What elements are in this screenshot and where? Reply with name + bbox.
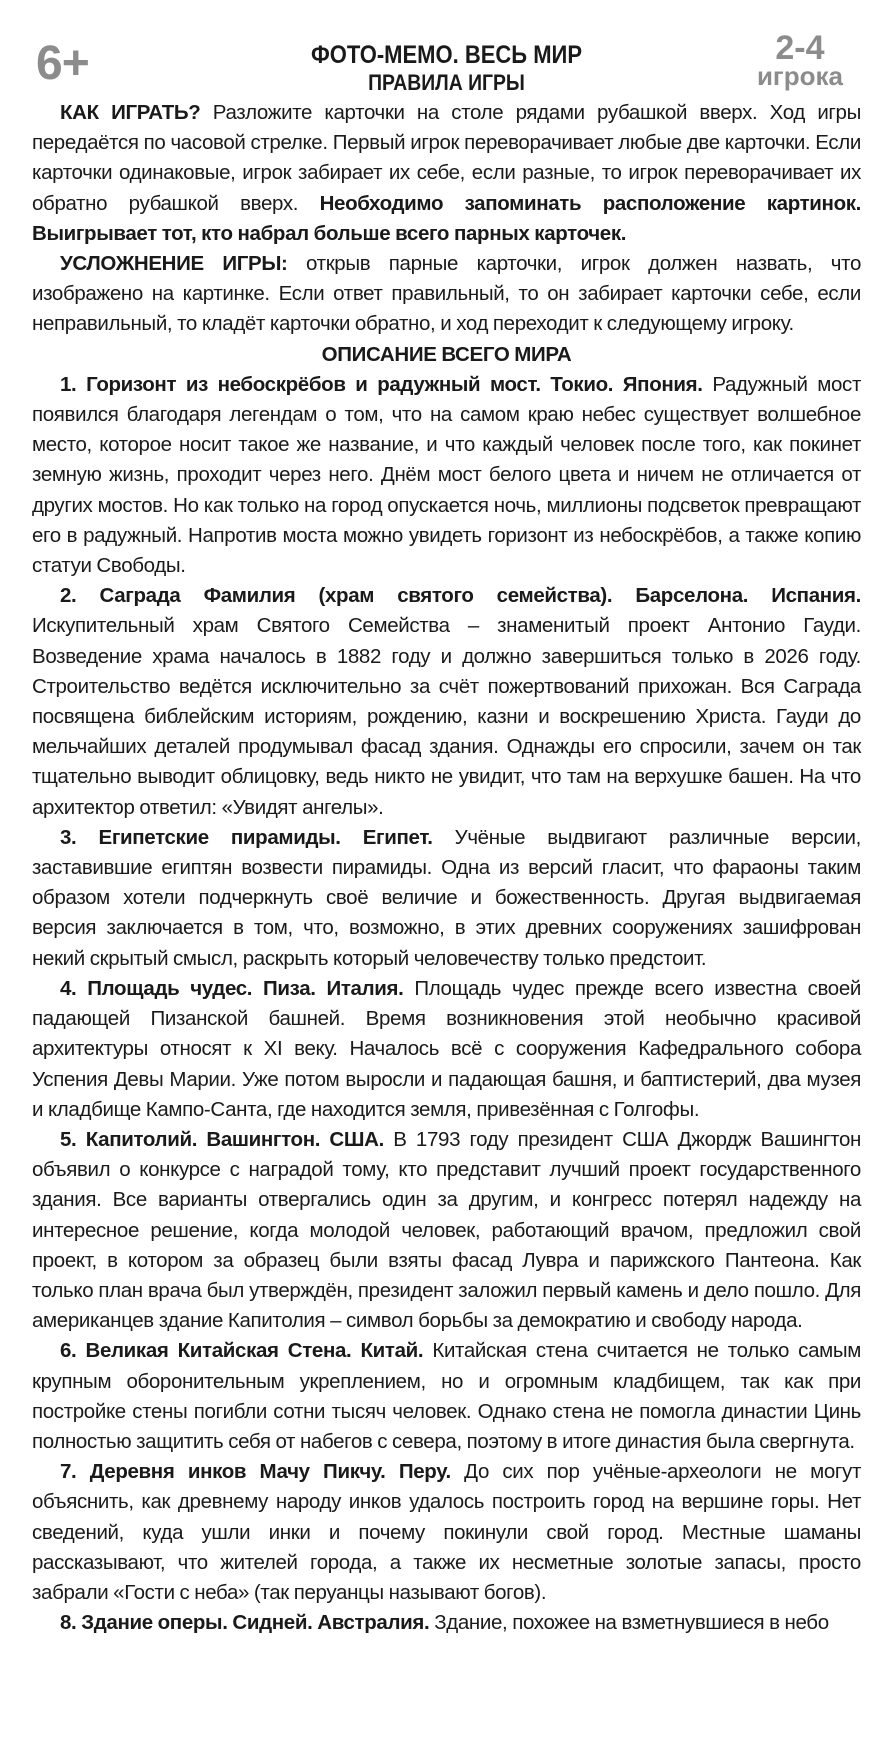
rules-paragraph-how-to-play	[32, 98, 861, 249]
players-label: игрока	[756, 61, 843, 92]
age-rating-badge: 6+	[36, 37, 89, 90]
description-text: Радужный мост появился благодаря легендам о том, что на самом краю небес существует волшебное место, которое носит такое же название, и что каждый человек после того, как покинет земную жизнь, проходит через него. Днём мост белого цвета и ничем не отличается от других мостов. Но как только на город опускается ночь, миллионы подсветок превращают его в радужный. Напротив моста можно увидеть горизонт из небоскрёбов, а также копию статуи Свободы.	[32, 372, 861, 578]
description-item	[32, 1608, 861, 1638]
description-item	[32, 974, 861, 1125]
players-count: 2-4	[775, 29, 825, 67]
description-lead: 5. Капитолий. Вашингтон. США.	[60, 1127, 384, 1151]
rules-text: Разложите карточки на столе рядами рубашкой вверх. Ход игры передаётся по часовой стрелке. Первый игрок переворачивает любые две карточки. Если карточки одинаковые, игрок забирает их себе, если разные, то игрок переворачивает их обратно рубашкой вверх.	[32, 101, 861, 215]
description-text: Учёные выдвигают различные версии, заставившие египтян возвести пирамиды. Одна из версий гласит, что фараоны таким образом хотели подчеркнуть своё величие и божественность. Другая выдвигаемая версия заключается в том, что, возможно, в этих древних сооружениях зашифрован некий скрытый смысл, раскрыть который человечеству только предстоит.	[32, 825, 861, 970]
description-text: Площадь чудес прежде всего известна своей падающей Пизанской башней. Время возникновения этой необычно красивой архитектуры относят к XI веку. Началось всё с сооружения Кафедрального собора Успения Девы Марии. Уже потом выросли и падающая башня, и баптистерий, два музея и кладбище Кампо-Санта, где находится земля, привезённая с Голгофы.	[32, 976, 861, 1121]
description-lead: 6. Великая Китайская Стена. Китай.	[60, 1339, 424, 1363]
page-subtitle: ПРАВИЛА ИГРЫ	[368, 70, 525, 95]
description-lead: 7. Деревня инков Мачу Пикчу. Перу.	[60, 1460, 451, 1484]
rules-lead: УСЛОЖНЕНИЕ ИГРЫ:	[60, 252, 288, 276]
rules-text: открыв парные карточки, игрок должен назвать, что изображено на картинке. Если ответ правильный, то он забирает карточки себе, если неправильный, то кладёт карточки обратно, и ход переходит к следующему игроку.	[32, 252, 861, 336]
description-text: Китайская стена считается не только самым крупным оборонительным укреплением, но и огромным кладбищем, так как при постройке стены погибли сотни тысяч человек. Однако стена не помогла династии Цинь полностью защитить себя от набегов с севера, поэтому в итоге династия была свергнута.	[32, 1339, 861, 1453]
description-item	[32, 581, 861, 823]
rules-emphasis: Необходимо запоминать расположение картинок. Выигрывает тот, кто набрал больше всего парных карточек.	[32, 191, 862, 245]
description-item	[32, 1336, 861, 1457]
description-item	[32, 370, 861, 581]
section-title: ОПИСАНИЕ ВСЕГО МИРА	[321, 342, 572, 366]
description-lead: 2. Саграда Фамилия (храм святого семейства). Барселона. Испания.	[60, 584, 861, 608]
page-header	[32, 37, 861, 96]
description-lead: 1. Горизонт из небоскрёбов и радужный мост. Токио. Япония.	[60, 372, 703, 396]
description-lead: 3. Египетские пирамиды. Египет.	[60, 825, 433, 849]
rules-paragraph-advanced	[32, 249, 861, 340]
document-body	[32, 98, 861, 1638]
description-item	[32, 823, 861, 974]
description-text: Здание, похожее на взметнувшиеся в небо	[429, 1611, 829, 1635]
description-lead: 8. Здание оперы. Сидней. Австралия.	[60, 1611, 430, 1635]
description-item	[32, 1125, 861, 1336]
description-text: Искупительный храм Святого Семейства – знаменитый проект Антонио Гауди. Возведение храма началось в 1882 году и должно завершиться только в 2026 году. Строительство ведётся исключительно за счёт пожертвований прихожан. Вся Саграда посвящена библейским историям, рождению, казни и воскрешению Христа. Гауди до мельчайших деталей продумывал фасад здания. Однажды его спросили, зачем он так тщательно выводит облицовку, ведь никто не увидит, что там на верхушке башен. На что архитектор ответил: «Увидят ангелы».	[32, 614, 861, 819]
rules-lead: КАК ИГРАТЬ?	[60, 101, 201, 124]
description-text: В 1793 году президент США Джордж Вашингтон объявил о конкурсе с наградой тому, кто представит лучший проект государственного здания. Все варианты отвергались один за другим, и конгресс потерял надежду на интересное решение, когда молодой человек, работающий врачом, предложил свой проект, в котором за образец были взяты фасад Лувра и парижского Пантеона. Как только план врача был утверждён, президент заложил первый камень и дело пошло. Для американцев здание Капитолия – символ борьбы за демократию и свободу народа.	[32, 1127, 862, 1333]
description-item	[32, 1457, 861, 1608]
description-text: До сих пор учёные-археологи не могут объяснить, как древнему народу инков удалось построить город на вершине горы. Нет сведений, куда ушли инки и почему покинули свой город. Местные шаманы рассказывают, что жителей города, а также их несметные золотые запасы, просто забрали «Гости с неба» (так перуанцы называют богов).	[32, 1460, 861, 1604]
description-lead: 4. Площадь чудес. Пиза. Италия.	[60, 976, 404, 1000]
page-title: ФОТО-МЕМО. ВЕСЬ МИР	[310, 41, 583, 69]
